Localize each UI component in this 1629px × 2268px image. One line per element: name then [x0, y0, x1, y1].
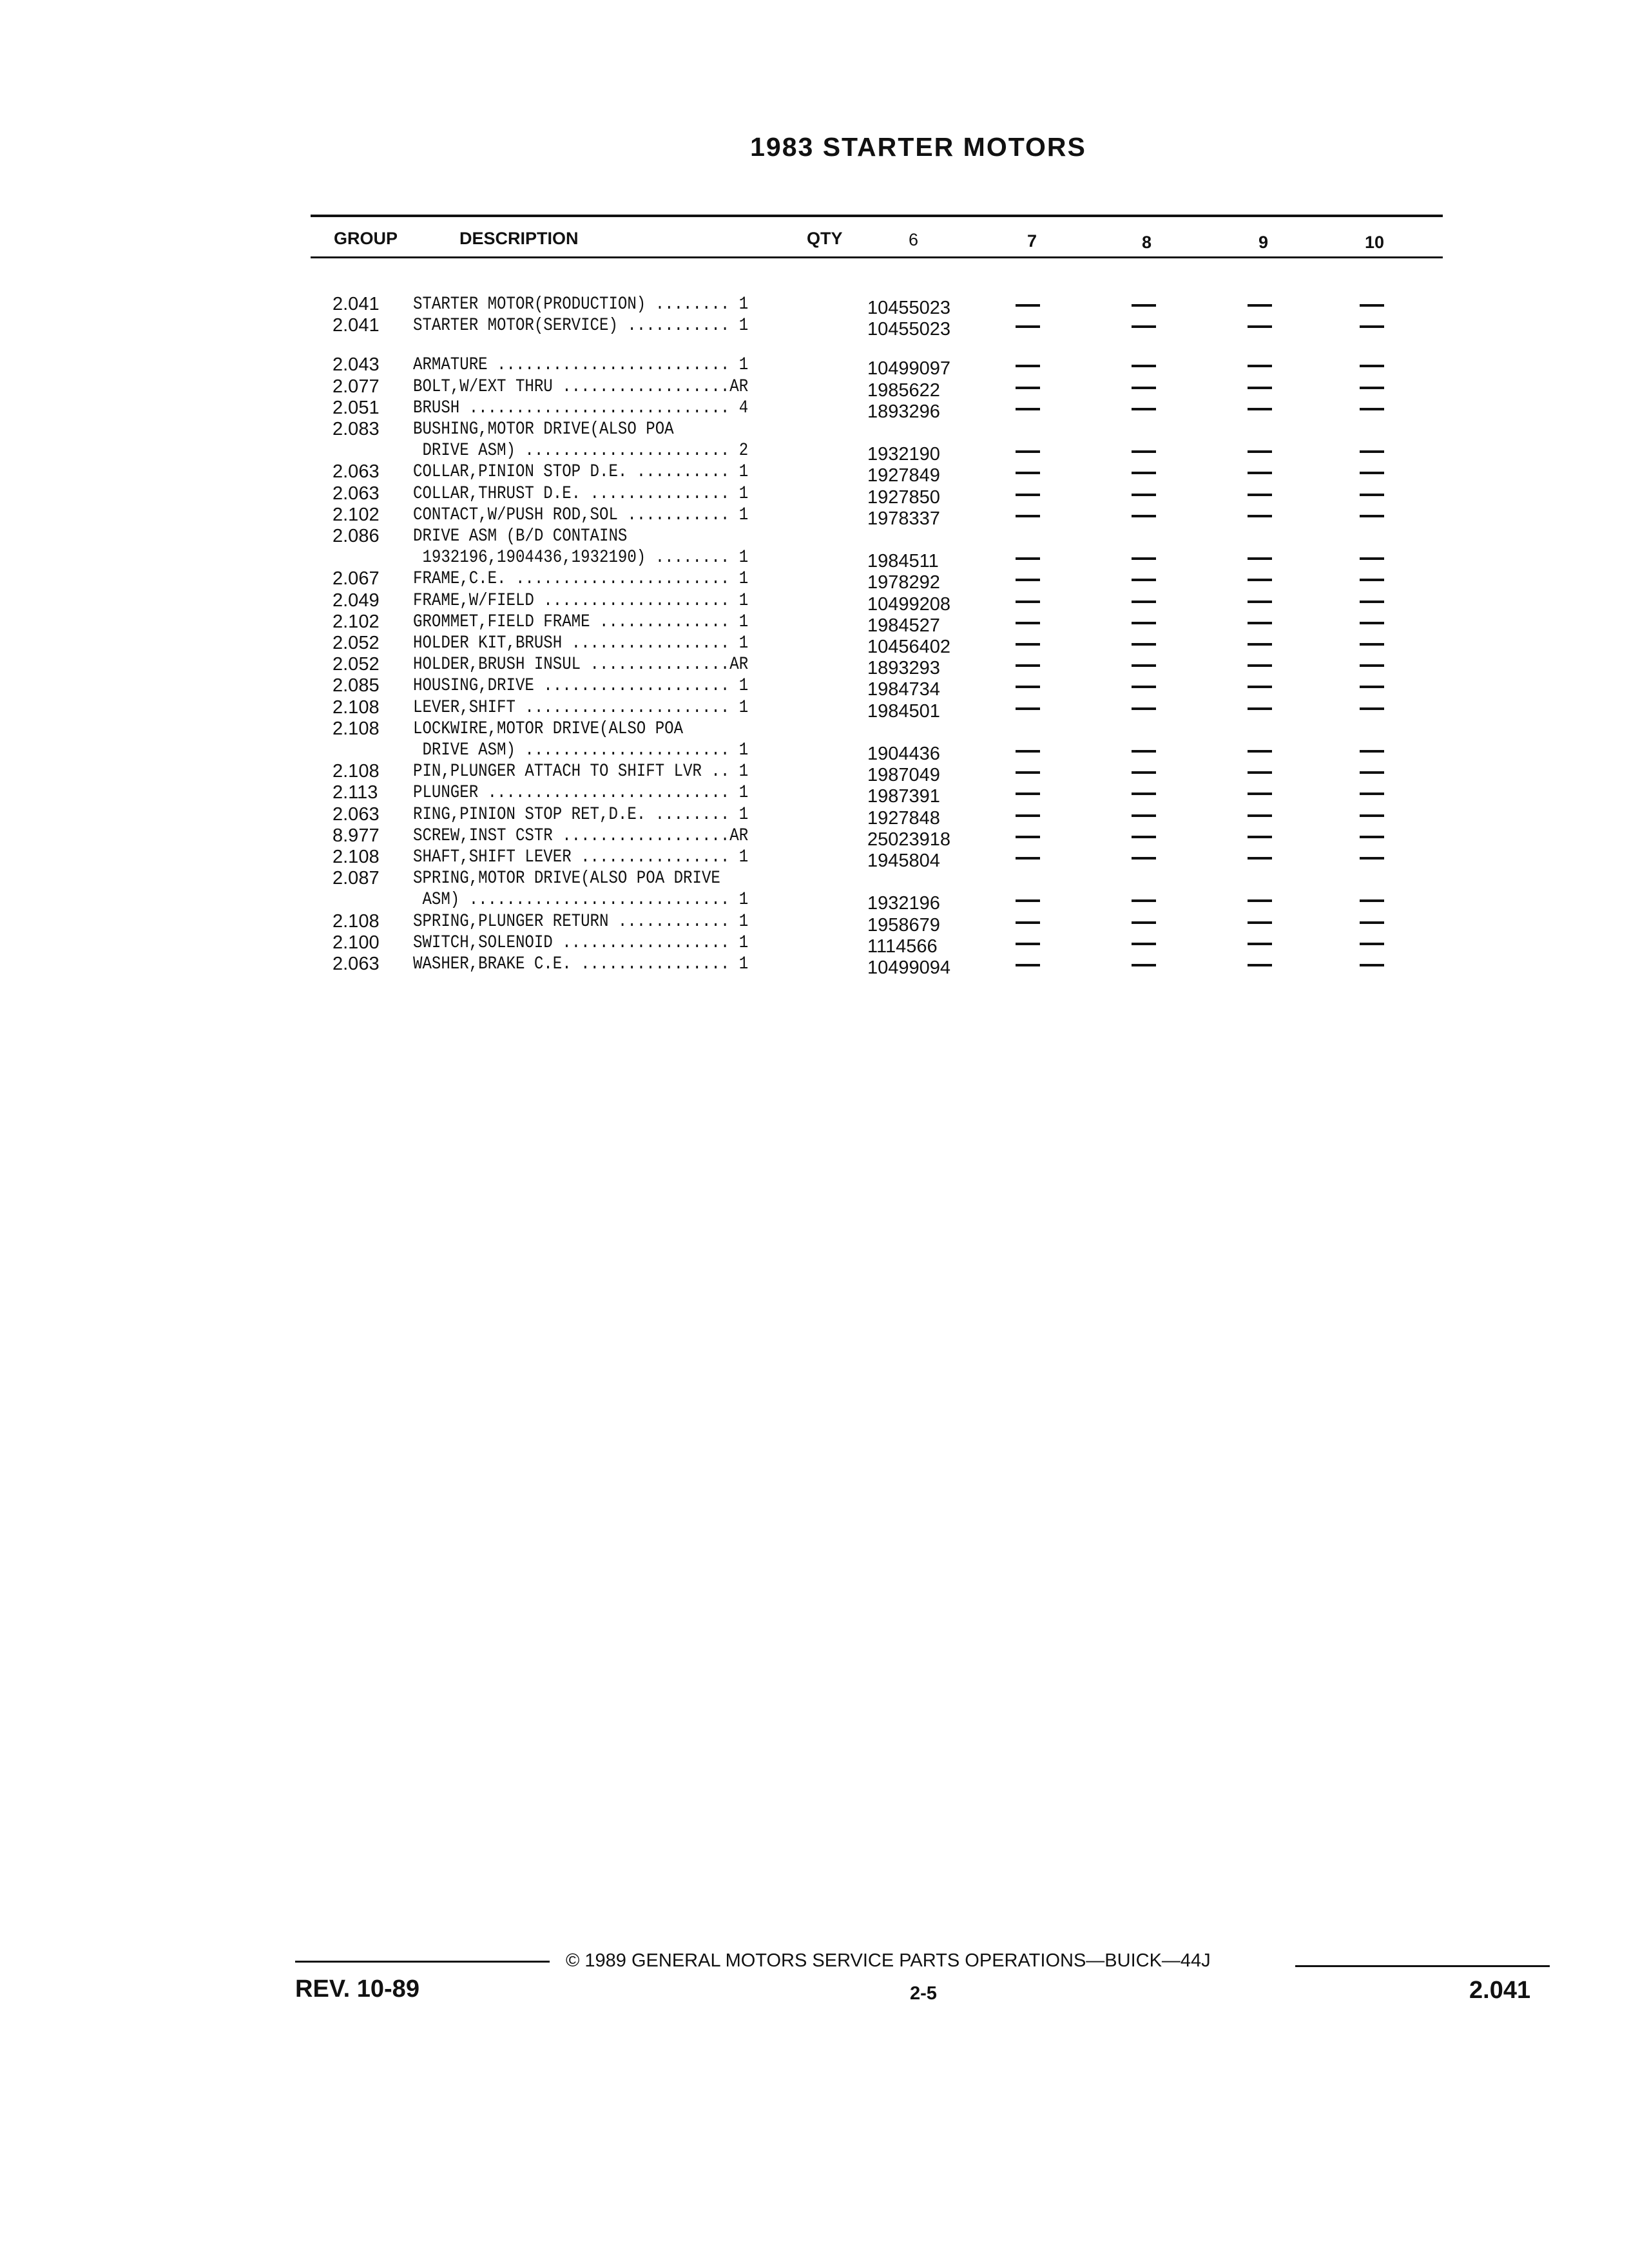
- part-number: 25023918: [867, 829, 951, 850]
- table-row: [0, 911, 1629, 936]
- footer-copyright: © 1989 GENERAL MOTORS SERVICE PARTS OPERATIONS—BUICK—44J: [566, 1950, 1211, 1971]
- table-row: [0, 825, 1629, 850]
- empty-column-dash: [1248, 557, 1272, 560]
- table-row: [0, 611, 1629, 636]
- empty-column-dash: [1132, 579, 1156, 581]
- empty-column-dash: [1360, 601, 1384, 603]
- empty-column-dash: [1248, 515, 1272, 517]
- part-number: 10499094: [867, 957, 951, 978]
- part-number: 1984501: [867, 701, 940, 722]
- table-row: [0, 354, 1629, 379]
- empty-column-dash: [1360, 836, 1384, 838]
- part-description: LOCKWIRE,MOTOR DRIVE(ALSO POA: [413, 719, 684, 739]
- part-description: SPRING,PLUNGER RETURN ............ 1: [413, 912, 749, 932]
- column-header-7: 7: [1027, 231, 1037, 251]
- part-number: 10499208: [867, 594, 951, 615]
- empty-column-dash: [1360, 943, 1384, 945]
- part-description: WASHER,BRAKE C.E. ................ 1: [413, 954, 749, 974]
- empty-column-dash: [1132, 750, 1156, 753]
- column-header-group: GROUP: [334, 229, 398, 248]
- table-row: [0, 376, 1629, 401]
- part-number: 1932196: [867, 893, 940, 914]
- group-code: 2.063: [333, 483, 380, 504]
- part-number: 1904436: [867, 744, 940, 764]
- part-description: STARTER MOTOR(PRODUCTION) ........ 1: [413, 294, 749, 314]
- empty-column-dash: [1360, 771, 1384, 774]
- empty-column-dash: [1248, 408, 1272, 410]
- empty-column-dash: [1360, 622, 1384, 624]
- table-row: [0, 718, 1629, 740]
- part-description: LEVER,SHIFT ...................... 1: [413, 698, 749, 718]
- empty-column-dash: [1360, 325, 1384, 328]
- empty-column-dash: [1248, 304, 1272, 307]
- section-number: 2.041: [1469, 1977, 1531, 2004]
- part-number: 10499097: [867, 358, 951, 379]
- empty-column-dash: [1248, 814, 1272, 817]
- empty-column-dash: [1016, 750, 1040, 753]
- table-row: [0, 932, 1629, 957]
- empty-column-dash: [1132, 622, 1156, 624]
- part-description: SCREW,INST CSTR ..................AR: [413, 826, 749, 846]
- part-description: COLLAR,PINION STOP D.E. .......... 1: [413, 462, 749, 482]
- empty-column-dash: [1360, 707, 1384, 710]
- empty-column-dash: [1248, 387, 1272, 389]
- column-header-8: 8: [1142, 233, 1152, 252]
- empty-column-dash: [1016, 557, 1040, 560]
- empty-column-dash: [1132, 494, 1156, 496]
- part-description: HOUSING,DRIVE .................... 1: [413, 676, 749, 696]
- empty-column-dash: [1132, 836, 1156, 838]
- empty-column-dash: [1132, 857, 1156, 860]
- empty-column-dash: [1132, 387, 1156, 389]
- part-description: CONTACT,W/PUSH ROD,SOL ........... 1: [413, 505, 749, 525]
- part-number: 1985622: [867, 380, 940, 401]
- table-row: [0, 505, 1629, 529]
- part-number: 1978337: [867, 508, 940, 529]
- part-number: 10456402: [867, 637, 951, 657]
- group-code: 2.063: [333, 954, 380, 974]
- group-code: 2.085: [333, 675, 380, 696]
- empty-column-dash: [1248, 365, 1272, 367]
- group-code: 2.063: [333, 461, 380, 482]
- empty-column-dash: [1248, 579, 1272, 581]
- empty-column-dash: [1248, 857, 1272, 860]
- empty-column-dash: [1016, 686, 1040, 688]
- part-number: 1958679: [867, 915, 940, 936]
- group-code: 2.100: [333, 932, 380, 953]
- part-number: 1987391: [867, 786, 940, 807]
- table-row: [0, 568, 1629, 593]
- empty-column-dash: [1016, 943, 1040, 945]
- empty-column-dash: [1016, 771, 1040, 774]
- empty-column-dash: [1016, 304, 1040, 307]
- empty-column-dash: [1248, 494, 1272, 496]
- empty-column-dash: [1016, 793, 1040, 795]
- empty-column-dash: [1132, 472, 1156, 474]
- part-description: FRAME,W/FIELD .................... 1: [413, 591, 749, 611]
- empty-column-dash: [1248, 686, 1272, 688]
- part-number: 1893296: [867, 401, 940, 422]
- group-code: 2.041: [333, 315, 380, 336]
- empty-column-dash: [1360, 814, 1384, 817]
- empty-column-dash: [1248, 601, 1272, 603]
- column-header-10: 10: [1365, 233, 1385, 252]
- empty-column-dash: [1016, 814, 1040, 817]
- table-row: [0, 954, 1629, 978]
- empty-column-dash: [1248, 921, 1272, 924]
- footer-rule-right: [1295, 1965, 1550, 1967]
- empty-column-dash: [1360, 579, 1384, 581]
- table-row: [0, 315, 1629, 340]
- empty-column-dash: [1016, 515, 1040, 517]
- empty-column-dash: [1360, 387, 1384, 389]
- empty-column-dash: [1016, 387, 1040, 389]
- group-code: 2.108: [333, 697, 380, 718]
- empty-column-dash: [1132, 643, 1156, 646]
- empty-column-dash: [1248, 899, 1272, 902]
- empty-column-dash: [1360, 664, 1384, 667]
- empty-column-dash: [1016, 622, 1040, 624]
- empty-column-dash: [1360, 899, 1384, 902]
- part-description: HOLDER,BRUSH INSUL ...............AR: [413, 655, 749, 675]
- table-row: [0, 419, 1629, 440]
- group-code: 2.108: [333, 911, 380, 932]
- table-row: [0, 547, 1629, 572]
- part-description: RING,PINION STOP RET,D.E. ........ 1: [413, 805, 749, 825]
- table-row: [0, 483, 1629, 508]
- part-description: HOLDER KIT,BRUSH ................. 1: [413, 633, 749, 653]
- empty-column-dash: [1016, 643, 1040, 646]
- part-description: DRIVE ASM (B/D CONTAINS: [413, 526, 628, 546]
- part-description: SHAFT,SHIFT LEVER ................ 1: [413, 847, 749, 867]
- empty-column-dash: [1132, 814, 1156, 817]
- part-number: 1927850: [867, 487, 940, 508]
- table-row: [0, 526, 1629, 547]
- group-code: 2.108: [333, 718, 380, 739]
- empty-column-dash: [1132, 964, 1156, 966]
- part-number: 1978292: [867, 572, 940, 593]
- empty-column-dash: [1132, 325, 1156, 328]
- part-description: PIN,PLUNGER ATTACH TO SHIFT LVR .. 1: [413, 762, 749, 782]
- empty-column-dash: [1132, 557, 1156, 560]
- part-description: COLLAR,THRUST D.E. ............... 1: [413, 484, 749, 504]
- table-row: [0, 294, 1629, 318]
- table-row: [0, 782, 1629, 807]
- part-description: DRIVE ASM) ...................... 2: [413, 441, 749, 461]
- empty-column-dash: [1132, 921, 1156, 924]
- empty-column-dash: [1360, 304, 1384, 307]
- part-number: 1987049: [867, 765, 940, 785]
- part-number: 10455023: [867, 319, 951, 340]
- part-description: FRAME,C.E. ....................... 1: [413, 569, 749, 589]
- column-header-qty: QTY: [807, 229, 843, 248]
- empty-column-dash: [1016, 450, 1040, 453]
- empty-column-dash: [1360, 793, 1384, 795]
- empty-column-dash: [1016, 601, 1040, 603]
- group-code: 8.977: [333, 825, 380, 846]
- empty-column-dash: [1360, 408, 1384, 410]
- column-header-description: DESCRIPTION: [459, 229, 579, 248]
- empty-column-dash: [1360, 686, 1384, 688]
- table-row: [0, 740, 1629, 764]
- part-number: 1927849: [867, 465, 940, 486]
- part-number: 1927848: [867, 808, 940, 829]
- empty-column-dash: [1248, 643, 1272, 646]
- empty-column-dash: [1248, 450, 1272, 453]
- page-title: 1983 STARTER MOTORS: [750, 132, 1086, 162]
- empty-column-dash: [1016, 408, 1040, 410]
- table-row: [0, 697, 1629, 722]
- empty-column-dash: [1248, 664, 1272, 667]
- empty-column-dash: [1132, 664, 1156, 667]
- table-row: [0, 847, 1629, 871]
- table-row: [0, 889, 1629, 914]
- empty-column-dash: [1016, 836, 1040, 838]
- part-number: 1932190: [867, 444, 940, 465]
- revision-label: REV. 10-89: [295, 1975, 419, 2003]
- empty-column-dash: [1360, 857, 1384, 860]
- empty-column-dash: [1132, 771, 1156, 774]
- empty-column-dash: [1016, 664, 1040, 667]
- part-number: 1984527: [867, 615, 940, 636]
- header-top-rule: [311, 215, 1443, 217]
- group-code: 2.102: [333, 505, 380, 525]
- empty-column-dash: [1360, 643, 1384, 646]
- empty-column-dash: [1016, 857, 1040, 860]
- column-header-6: 6: [909, 230, 919, 249]
- part-number: 10455023: [867, 298, 951, 318]
- empty-column-dash: [1360, 557, 1384, 560]
- empty-column-dash: [1016, 707, 1040, 710]
- part-description: ASM) ............................ 1: [413, 890, 749, 910]
- empty-column-dash: [1132, 304, 1156, 307]
- part-description: BRUSH ............................ 4: [413, 398, 749, 418]
- page-number: 2-5: [910, 1983, 937, 2004]
- table-row: [0, 761, 1629, 785]
- empty-column-dash: [1016, 365, 1040, 367]
- empty-column-dash: [1248, 750, 1272, 753]
- column-header-9: 9: [1258, 233, 1269, 252]
- empty-column-dash: [1360, 750, 1384, 753]
- part-description: STARTER MOTOR(SERVICE) ........... 1: [413, 316, 749, 336]
- part-number: 1984734: [867, 679, 940, 700]
- part-description: BOLT,W/EXT THRU ..................AR: [413, 377, 749, 397]
- empty-column-dash: [1132, 707, 1156, 710]
- empty-column-dash: [1248, 707, 1272, 710]
- empty-column-dash: [1248, 771, 1272, 774]
- part-description: SPRING,MOTOR DRIVE(ALSO POA DRIVE: [413, 869, 720, 889]
- empty-column-dash: [1248, 964, 1272, 966]
- group-code: 2.113: [333, 782, 378, 803]
- group-code: 2.067: [333, 568, 380, 589]
- table-row: [0, 590, 1629, 615]
- group-code: 2.102: [333, 611, 380, 632]
- part-description: GROMMET,FIELD FRAME .............. 1: [413, 612, 749, 632]
- empty-column-dash: [1132, 601, 1156, 603]
- table-row: [0, 398, 1629, 422]
- part-number: 1984511: [867, 551, 939, 572]
- group-code: 2.049: [333, 590, 380, 611]
- empty-column-dash: [1132, 365, 1156, 367]
- group-code: 2.108: [333, 761, 380, 782]
- table-row: [0, 440, 1629, 465]
- group-code: 2.108: [333, 847, 380, 867]
- part-description: SWITCH,SOLENOID .................. 1: [413, 933, 749, 953]
- group-code: 2.051: [333, 398, 380, 418]
- empty-column-dash: [1248, 472, 1272, 474]
- part-description: BUSHING,MOTOR DRIVE(ALSO POA: [413, 419, 674, 439]
- group-code: 2.052: [333, 654, 380, 675]
- footer-rule-left: [295, 1961, 550, 1963]
- empty-column-dash: [1016, 494, 1040, 496]
- empty-column-dash: [1132, 515, 1156, 517]
- part-description: DRIVE ASM) ...................... 1: [413, 740, 749, 760]
- group-code: 2.077: [333, 376, 380, 397]
- empty-column-dash: [1132, 408, 1156, 410]
- empty-column-dash: [1248, 622, 1272, 624]
- group-code: 2.041: [333, 294, 380, 314]
- table-row: [0, 868, 1629, 889]
- empty-column-dash: [1360, 515, 1384, 517]
- group-code: 2.086: [333, 526, 380, 546]
- empty-column-dash: [1016, 899, 1040, 902]
- empty-column-dash: [1248, 793, 1272, 795]
- empty-column-dash: [1360, 964, 1384, 966]
- table-row: [0, 675, 1629, 700]
- empty-column-dash: [1248, 943, 1272, 945]
- empty-column-dash: [1016, 325, 1040, 328]
- part-number: 1893293: [867, 658, 940, 678]
- group-code: 2.063: [333, 804, 380, 825]
- empty-column-dash: [1016, 472, 1040, 474]
- empty-column-dash: [1132, 943, 1156, 945]
- empty-column-dash: [1248, 836, 1272, 838]
- part-number: 1114566: [867, 936, 938, 957]
- group-code: 2.043: [333, 354, 380, 375]
- table-row: [0, 633, 1629, 657]
- empty-column-dash: [1016, 964, 1040, 966]
- part-description: ARMATURE ......................... 1: [413, 355, 749, 375]
- table-row: [0, 804, 1629, 829]
- empty-column-dash: [1360, 494, 1384, 496]
- part-description: 1932196,1904436,1932190) ........ 1: [413, 548, 749, 568]
- group-code: 2.087: [333, 868, 380, 889]
- group-code: 2.052: [333, 633, 380, 653]
- empty-column-dash: [1248, 325, 1272, 328]
- empty-column-dash: [1132, 450, 1156, 453]
- header-bottom-rule: [311, 256, 1443, 258]
- part-description: PLUNGER .......................... 1: [413, 783, 749, 803]
- table-row: [0, 654, 1629, 678]
- empty-column-dash: [1016, 579, 1040, 581]
- group-code: 2.083: [333, 419, 380, 439]
- table-row: [0, 461, 1629, 486]
- part-number: 1945804: [867, 850, 940, 871]
- empty-column-dash: [1132, 899, 1156, 902]
- empty-column-dash: [1360, 472, 1384, 474]
- empty-column-dash: [1132, 793, 1156, 795]
- empty-column-dash: [1360, 450, 1384, 453]
- empty-column-dash: [1360, 921, 1384, 924]
- empty-column-dash: [1132, 686, 1156, 688]
- empty-column-dash: [1360, 365, 1384, 367]
- empty-column-dash: [1016, 921, 1040, 924]
